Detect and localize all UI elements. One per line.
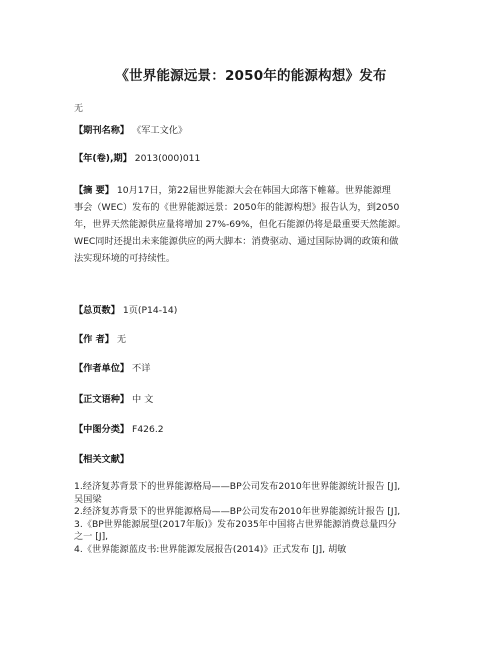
abstract-block: [74, 182, 438, 267]
issue-label: 【年(卷),期】: [74, 153, 132, 164]
abstract-line: 事会（WEC）发布的《世界能源远景：2050年的能源构想》报告认为，到2050: [74, 202, 400, 213]
pages-value: 1页(P14-14): [122, 305, 178, 316]
issue-value: 2013(000)011: [134, 153, 201, 164]
related-item[interactable]: 4.《世界能源蓝皮书:世界能源发展报告(2014)》正式发布 [J], 胡敏: [74, 543, 347, 555]
affiliation-label: 【作者单位】: [74, 363, 130, 374]
classification-field: [74, 424, 164, 436]
journal-label: 【期刊名称】: [74, 125, 130, 136]
affiliation-value: 不详: [132, 363, 151, 374]
abstract-line: 【摘 要】 10月17日，第22届世界能源大会在韩国大邱落下帷幕。世界能源理: [74, 185, 391, 196]
related-heading: [74, 454, 129, 466]
language-field: [74, 394, 153, 406]
classification-label: 【中图分类】: [74, 424, 130, 435]
related-item[interactable]: 2.经济复苏背景下的世界能源格局——BP公司发布2010年世界能源统计报告 [J],: [74, 506, 401, 517]
language-value: 中 文: [132, 394, 154, 405]
language-label: 【正文语种】: [74, 394, 130, 405]
document-title: 《世界能源远景：2050年的能源构想》发布: [115, 68, 387, 84]
abstract-line: WEC同时还提出未来能源供应的两大脚本：消费驱动、通过国际协调的政策和做: [74, 236, 399, 247]
related-item[interactable]: 3.《BP世界能源展望(2017年版)》发布2035年中国将占世界能源消费总量四分 之一 [J],: [74, 518, 397, 542]
related-label: 【相关文献】: [74, 454, 130, 465]
author-line: 无: [74, 104, 84, 114]
journal-value: 《军工文化》: [132, 125, 188, 136]
related-list: [74, 481, 442, 556]
writer-value: 无: [116, 334, 127, 345]
affiliation-field: [74, 363, 150, 375]
writer-label: 【作 者】: [74, 334, 114, 345]
journal-field: [74, 125, 187, 137]
abstract-line: 法实现环境的可持续性。: [74, 253, 176, 264]
abstract-line: 年，世界天然能源供应量将增加 27%-69%，但化石能源仍将是最重要天然能源。: [74, 219, 406, 230]
issue-field: [74, 153, 200, 165]
abstract-label: 【摘 要】: [74, 185, 114, 196]
classification-value: F426.2: [132, 424, 164, 435]
pages-field: [74, 305, 177, 317]
writer-field: [74, 334, 126, 346]
pages-label: 【总页数】: [74, 305, 120, 316]
related-item[interactable]: 1.经济复苏背景下的世界能源格局——BP公司发布2010年世界能源统计报告 [J], 吴国梁: [74, 481, 401, 505]
